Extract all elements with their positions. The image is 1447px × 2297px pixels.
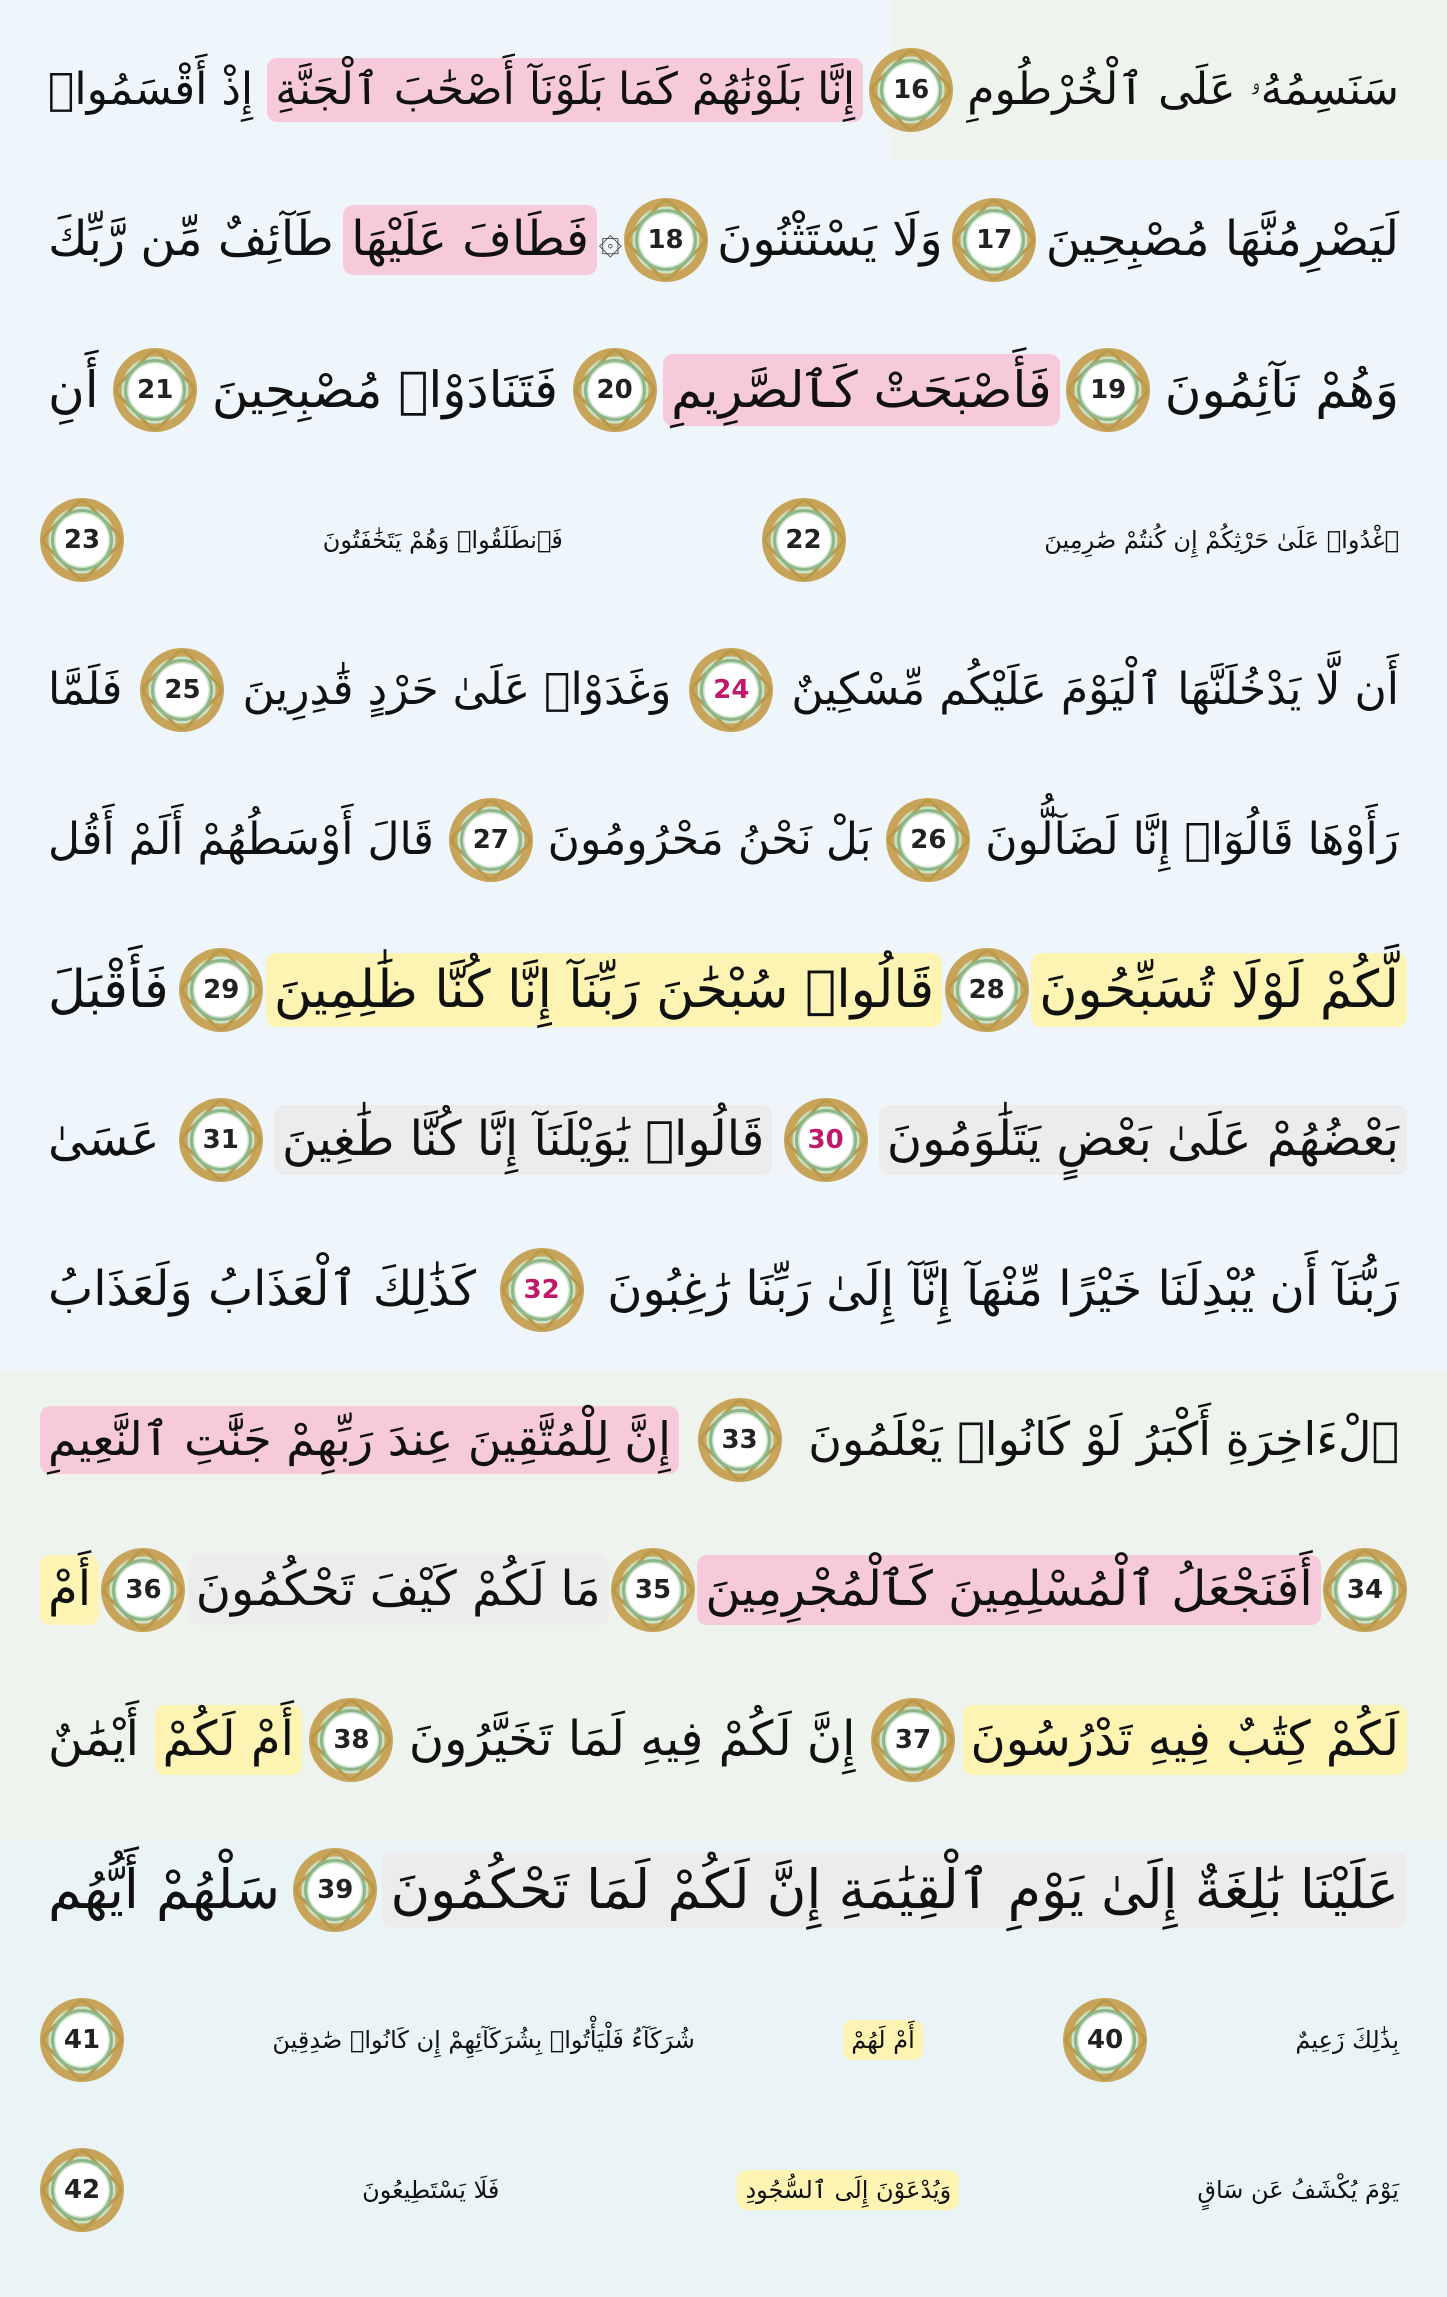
highlighted-verse-text: عَلَيْنَا بَٰلِغَةٌ إِلَىٰ يَوْمِ ٱلْقِيَٰمَةِ إِنَّ لَكُمْ لَمَا تَحْكُمُونَ xyxy=(382,1852,1407,1929)
highlighted-verse-text: فَطَافَ عَلَيْهَا xyxy=(343,205,597,275)
ayah-number-marker xyxy=(500,1248,584,1332)
ayah-number: 27 xyxy=(472,825,509,855)
verse-text: ٱغْدُوا۟ عَلَىٰ حَرْثِكُمْ إِن كُنتُمْ صَٰرِمِينَ xyxy=(1044,525,1399,554)
ayah-number-marker xyxy=(624,198,708,282)
verse-text: أَيْمَٰنٌ xyxy=(48,1711,140,1768)
highlighted-verse-text: لَّكُمْ لَوْلَا تُسَبِّحُونَ xyxy=(1031,953,1407,1027)
ayah-number-marker xyxy=(40,498,124,582)
verse-text: أَنِ xyxy=(48,361,99,419)
highlighted-verse-text: لَكُمْ كِتَٰبٌ فِيهِ تَدْرُسُونَ xyxy=(963,1705,1407,1775)
highlighted-verse-text: إِنَّا بَلَوْنَٰهُمْ كَمَا بَلَوْنَآ أَصْحَٰبَ ٱلْجَنَّةِ xyxy=(267,58,863,123)
ayah-number-marker xyxy=(689,648,773,732)
ayah-number-marker xyxy=(179,1098,263,1182)
ayah-number: 29 xyxy=(203,975,240,1005)
verse-text: إِذْ أَقْسَمُوا۟ xyxy=(48,63,254,115)
verse-line xyxy=(40,1220,1407,1360)
ayah-number: 33 xyxy=(721,1425,758,1455)
ayah-number: 25 xyxy=(164,675,201,705)
ayah-number: 39 xyxy=(317,1875,354,1905)
highlighted-verse-text: أَمْ xyxy=(40,1555,99,1625)
highlighted-verse-text: مَا لَكُمْ كَيْفَ تَحْكُمُونَ xyxy=(188,1555,609,1625)
highlighted-verse-text: وَيُدْعَوْنَ إِلَى ٱلسُّجُودِ xyxy=(737,2170,959,2211)
ayah-number-marker xyxy=(40,2148,124,2232)
ayah-number-marker xyxy=(1323,1548,1407,1632)
verse-text: قَالَ أَوْسَطُهُمْ أَلَمْ أَقُل xyxy=(48,813,434,865)
ayah-number: 38 xyxy=(333,1725,370,1755)
verse-line xyxy=(40,170,1407,310)
verse-line xyxy=(40,770,1407,910)
ayah-number-marker xyxy=(886,798,970,882)
ayah-number-marker xyxy=(784,1098,868,1182)
ayah-number: 35 xyxy=(634,1575,672,1605)
verse-line xyxy=(40,2120,1407,2260)
ayah-number-marker xyxy=(309,1698,393,1782)
highlighted-verse-text: فَأَصْبَحَتْ كَٱلصَّرِيمِ xyxy=(663,354,1059,426)
ayah-number: 40 xyxy=(1087,2025,1124,2055)
verse-line xyxy=(40,920,1407,1060)
ayah-number: 24 xyxy=(713,675,750,705)
verse-line xyxy=(40,1820,1407,1960)
verse-line xyxy=(40,20,1407,160)
ayah-number-marker xyxy=(40,1998,124,2082)
verse-text: وَهُمْ نَآئِمُونَ xyxy=(1164,361,1399,419)
verse-line xyxy=(40,1520,1407,1660)
verse-text: فَلَمَّا xyxy=(48,663,123,715)
ayah-number: 37 xyxy=(894,1725,932,1755)
ayah-number: 32 xyxy=(523,1275,560,1305)
verse-text: سَلْهُمْ أَيُّهُم xyxy=(48,1857,280,1921)
verse-text: كَذَٰلِكَ ٱلْعَذَابُ وَلَعَذَابُ xyxy=(48,1261,476,1318)
ayah-number: 34 xyxy=(1346,1575,1384,1605)
ayah-number-marker xyxy=(293,1848,377,1932)
ayah-number: 20 xyxy=(596,375,633,405)
ayah-number-marker xyxy=(101,1548,185,1632)
ayah-number: 17 xyxy=(976,225,1013,255)
ayah-number: 16 xyxy=(893,75,930,105)
verse-text: بِذَٰلِكَ زَعِيمٌ xyxy=(1295,2025,1399,2054)
verse-text: فَتَنَادَوْا۟ مُصْبِحِينَ xyxy=(211,361,558,419)
verse-text: ٱلْءَاخِرَةِ أَكْبَرُ لَوْ كَانُوا۟ يَعْلَمُونَ xyxy=(808,1412,1399,1467)
ayah-number: 36 xyxy=(125,1575,162,1605)
highlighted-verse-text: قَالُوا۟ سُبْحَٰنَ رَبِّنَآ إِنَّا كُنَّا ظَٰلِمِينَ xyxy=(266,953,942,1027)
highlighted-verse-text: أَفَنَجْعَلُ ٱلْمُسْلِمِينَ كَٱلْمُجْرِمِينَ xyxy=(697,1555,1320,1625)
ayah-number-marker xyxy=(113,348,197,432)
ayah-number: 30 xyxy=(807,1125,844,1155)
verse-text: يَوْمَ يُكْشَفُ عَن سَاقٍ xyxy=(1197,2175,1399,2204)
verse-text: رَأَوْهَا قَالُوٓا۟ إِنَّا لَضَآلُّونَ xyxy=(985,813,1399,865)
ayah-number-marker xyxy=(871,1698,955,1782)
ayah-number-marker xyxy=(611,1548,695,1632)
verse-text: شُرَكَآءُ فَلْيَأْتُوا۟ بِشُرَكَآئِهِمْ إِن كَانُوا۟ صَٰدِقِينَ xyxy=(272,2025,695,2054)
ayah-number-marker xyxy=(945,948,1029,1032)
ayah-number: 42 xyxy=(63,2175,101,2205)
verse-text: عَسَىٰ xyxy=(48,1111,160,1168)
ayah-number-marker xyxy=(449,798,533,882)
verse-line xyxy=(40,1070,1407,1210)
verse-text: إِنَّ لَكُمْ فِيهِ لَمَا تَخَيَّرُونَ xyxy=(408,1711,856,1768)
verse-line xyxy=(40,1670,1407,1810)
verse-text: أَن لَّا يَدْخُلَنَّهَا ٱلْيَوْمَ عَلَيْكُم مِّسْكِينٌ xyxy=(791,663,1399,715)
ayah-number-marker xyxy=(698,1398,782,1482)
ayah-number: 26 xyxy=(910,825,947,855)
ayah-number: 21 xyxy=(137,375,174,405)
ayah-number: 19 xyxy=(1090,375,1127,405)
ayah-number-marker xyxy=(1066,348,1150,432)
highlighted-verse-text: أَمْ لَكُمْ xyxy=(155,1705,302,1775)
ayah-number-marker xyxy=(140,648,224,732)
ayah-number: 18 xyxy=(647,225,684,255)
highlighted-verse-text: قَالُوا۟ يَٰوَيْلَنَآ إِنَّا كُنَّا طَٰغِينَ xyxy=(274,1105,772,1175)
ayah-number: 31 xyxy=(202,1125,239,1155)
verse-text: فَلَا يَسْتَطِيعُونَ xyxy=(362,2175,500,2204)
verse-text: سَنَسِمُهُۥ عَلَى ٱلْخُرْطُومِ xyxy=(967,63,1399,115)
highlighted-verse-text: إِنَّ لِلْمُتَّقِينَ عِندَ رَبِّهِمْ جَنَّٰتِ ٱلنَّعِيمِ xyxy=(40,1406,679,1473)
verse-text: وَغَدَوْا۟ عَلَىٰ حَرْدٍ قَٰدِرِينَ xyxy=(242,663,672,715)
verse-line xyxy=(40,320,1407,460)
verse-line xyxy=(40,1370,1407,1510)
verse-text: لَيَصْرِمُنَّهَا مُصْبِحِينَ xyxy=(1045,211,1399,268)
ayah-number-marker xyxy=(869,48,953,132)
ayah-number-marker xyxy=(762,498,846,582)
hizb-star-icon: ۞ xyxy=(598,217,622,263)
highlighted-verse-text: أَمْ لَهُمْ xyxy=(843,2020,923,2061)
ayah-number: 23 xyxy=(63,525,101,555)
ayah-number-marker xyxy=(573,348,657,432)
verse-text: رَبُّنَآ أَن يُبْدِلَنَا خَيْرًا مِّنْهَآ إِنَّآ إِلَىٰ رَبِّنَا رَٰغِبُونَ xyxy=(607,1261,1399,1318)
ayah-number: 28 xyxy=(968,975,1005,1005)
verse-text: طَآئِفٌ مِّن رَّبِّكَ xyxy=(48,211,334,268)
verse-line xyxy=(40,620,1407,760)
verse-line xyxy=(40,1970,1407,2110)
highlighted-verse-text: بَعْضُهُمْ عَلَىٰ بَعْضٍ يَتَلَٰوَمُونَ xyxy=(879,1105,1407,1175)
verse-line xyxy=(40,470,1407,610)
ayah-number: 22 xyxy=(785,525,822,555)
verse-text: بَلْ نَحْنُ مَحْرُومُونَ xyxy=(547,813,872,865)
ayah-number-marker xyxy=(952,198,1036,282)
ayah-number-marker xyxy=(1063,1998,1147,2082)
verse-text: وَلَا يَسْتَثْنُونَ xyxy=(717,211,943,268)
ayah-number-marker xyxy=(179,948,263,1032)
verse-text: فَٱنطَلَقُوا۟ وَهُمْ يَتَخَٰفَتُونَ xyxy=(322,525,563,554)
ayah-number: 41 xyxy=(63,2025,101,2055)
verse-text: فَأَقْبَلَ xyxy=(48,959,169,1020)
